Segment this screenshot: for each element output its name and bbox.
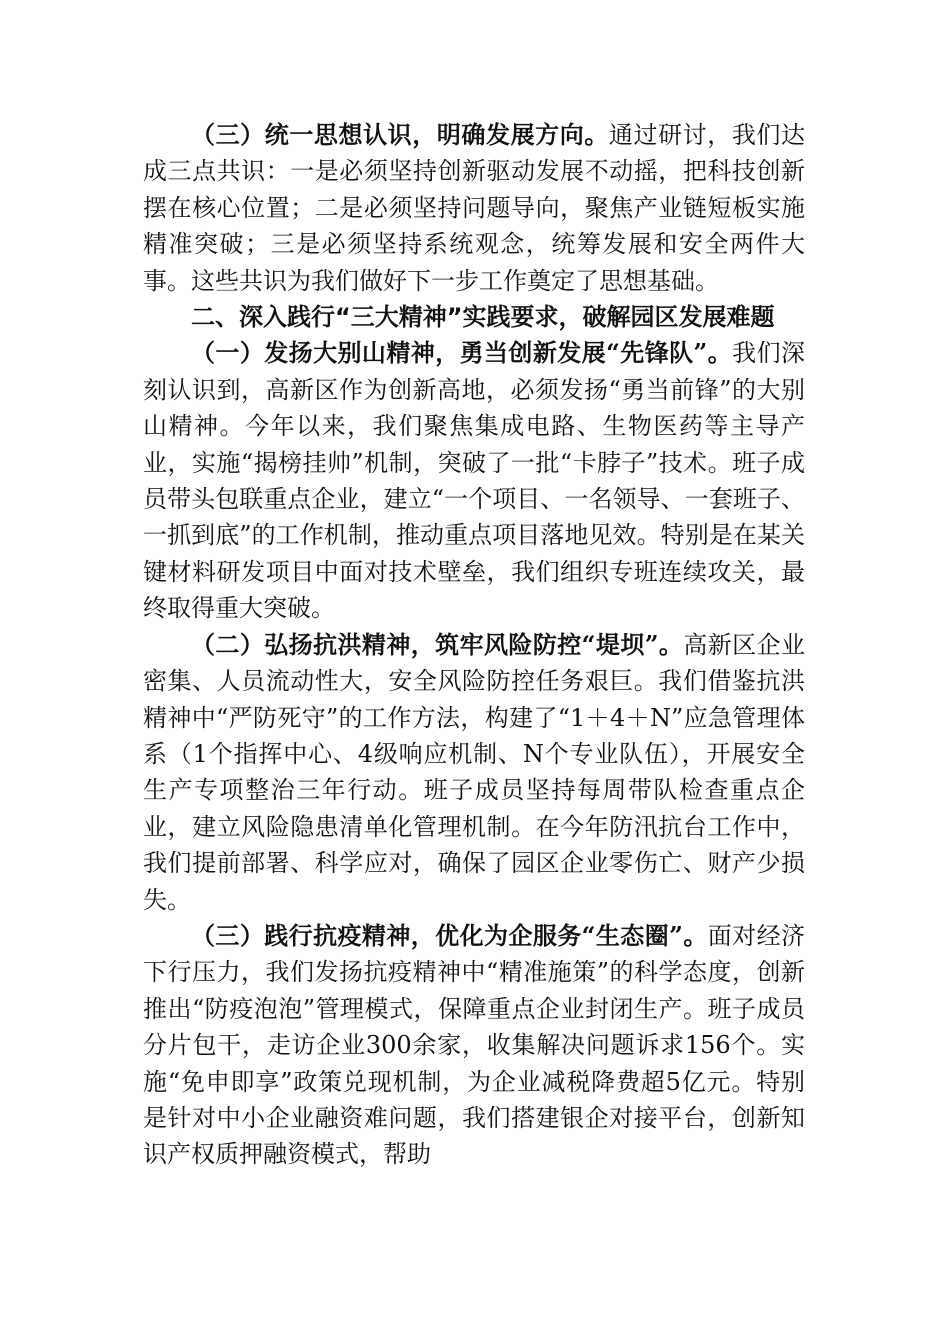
- paragraph-dabieshan-spirit: [143, 335, 805, 626]
- paragraph-unify-thinking: [143, 117, 805, 299]
- paragraph-lead: （三）践行抗疫精神，优化为企服务“生态圈”。: [191, 920, 708, 950]
- section-heading: 二、深入践行“三大精神”实践要求，破解园区发展难题: [191, 303, 775, 332]
- paragraph-text: 高新区企业密集、人员流动性大，安全风险防控任务艰巨。我们借鉴抗洪精神中“严防死守”的工作方法，构建了“1＋4＋N”应急管理体系（1个指挥中心、4级响应机制、N个专业队伍），开展安全生产专项整治三年行动。班子成员坚持每周带队检查重点企业，建立风险隐患清单化管理机制。在今年防汛抗台工作中，我们提前部署、科学应对，确保了园区企业零伤亡、财产少损失。: [143, 630, 806, 914]
- paragraph-text: 通过研讨，我们达成三点共识：一是必须坚持创新驱动发展不动摇，把科技创新摆在核心位置；二是必须坚持问题导向，聚焦产业链短板实施精准突破；三是必须坚持系统观念，统筹发展和安全两件大事。这些共识为我们做好下一步工作奠定了思想基础。: [143, 121, 806, 295]
- paragraph-lead: （二）弘扬抗洪精神，筑牢风险防控“堤坝”。: [191, 629, 684, 659]
- paragraph-text: 我们深刻认识到，高新区作为创新高地，必须发扬“勇当前锋”的大别山精神。今年以来，我们聚焦集成电路、生物医药等主导产业，实施“揭榜挂帅”机制，突破了一批“卡脖子”技术。班子成员带头包联重点企业，建立“一个项目、一名领导、一套班子、一抓到底”的工作机制，推动重点项目落地见效。特别是在某关键材料研发项目中面对技术壁垒，我们组织专班连续攻关，最终取得重大突破。: [143, 339, 806, 623]
- paragraph-flood-fighting-spirit: [143, 627, 805, 918]
- document-body: [143, 117, 805, 1173]
- paragraph-text: 面对经济下行压力，我们发扬抗疫精神中“精准施策”的科学态度，创新推出“防疫泡泡”管理模式，保障重点企业封闭生产。班子成员分片包干，走访企业300余家，收集解决问题诉求156个。实施“免申即享”政策兑现机制，为企业减税降费超5亿元。特别是针对中小企业融资难问题，我们搭建银企对接平台，创新知识产权质押融资模式，帮助: [143, 921, 806, 1169]
- paragraph-lead: （一）发扬大别山精神，勇当创新发展“先锋队”。: [191, 338, 733, 368]
- paragraph-lead: （三）统一思想认识，明确发展方向。: [191, 120, 609, 149]
- paragraph-epidemic-fighting-spirit: [143, 918, 805, 1173]
